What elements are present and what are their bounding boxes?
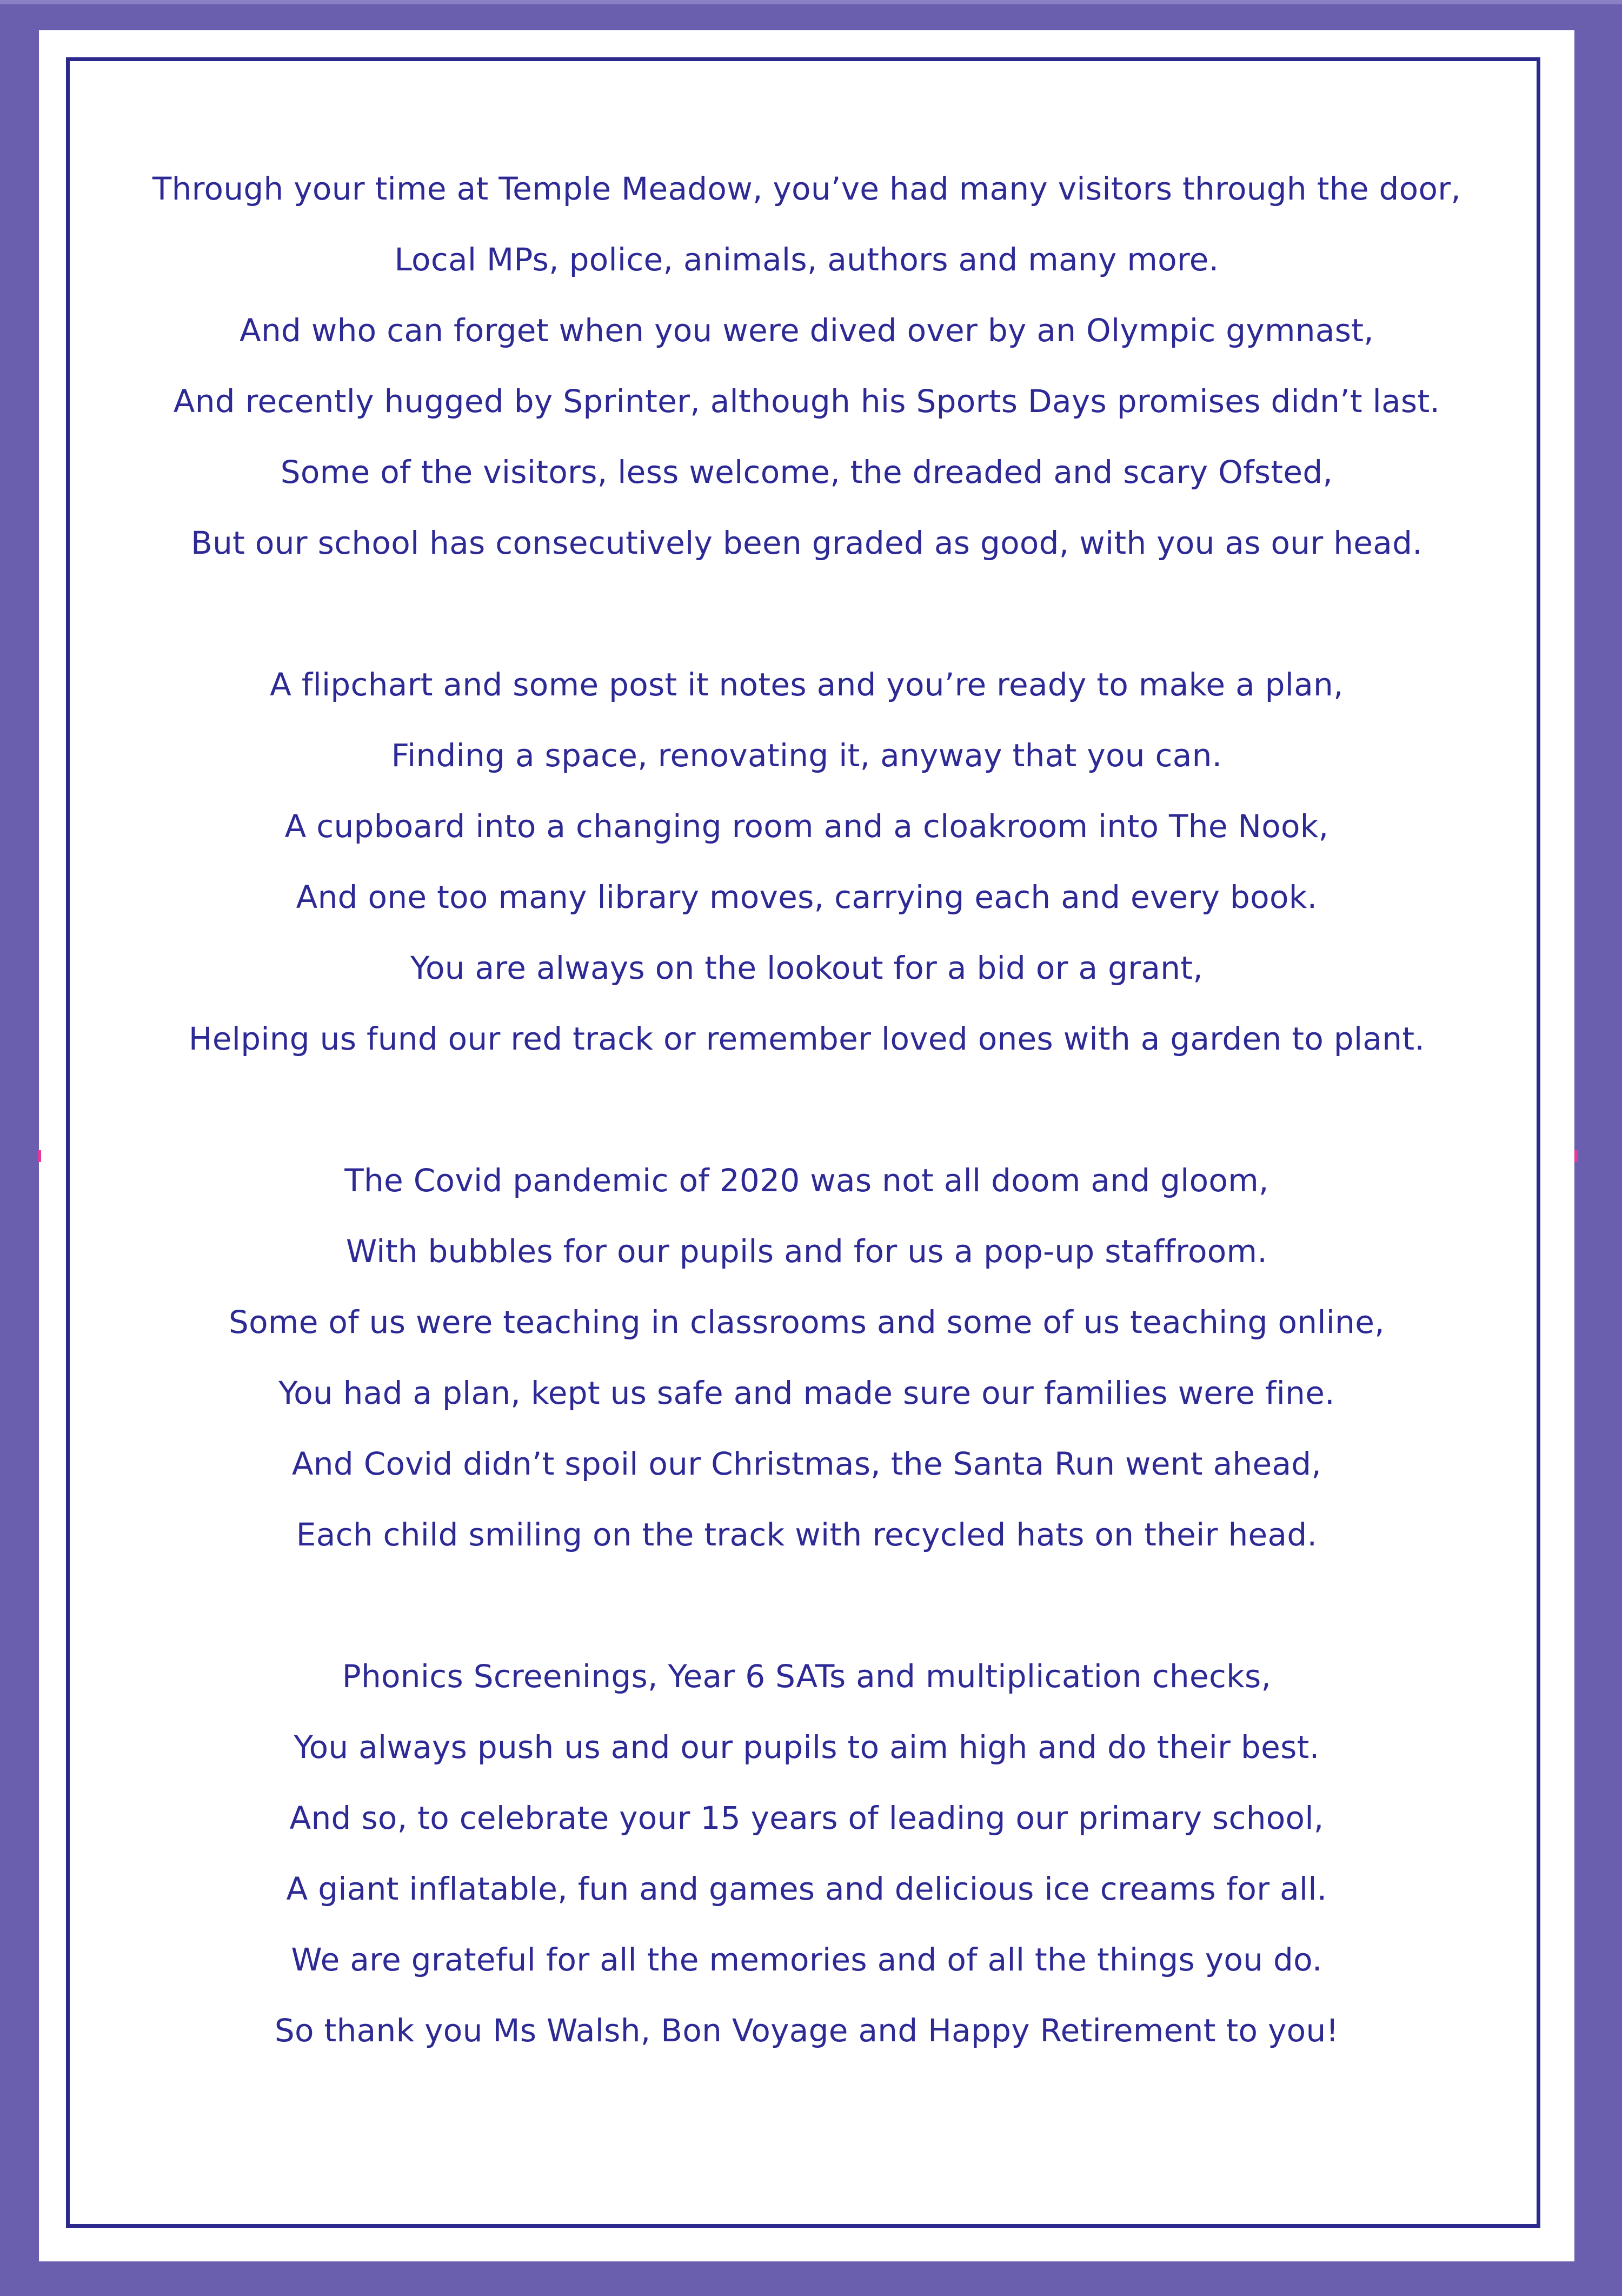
poem-line: You are always on the lookout for a bid or a grant, — [410, 950, 1204, 986]
poem-line: A flipchart and some post it notes and you’re ready to make a plan, — [270, 666, 1344, 703]
stanza-1 — [39, 154, 1574, 579]
stanza-2 — [39, 649, 1574, 1074]
poem-line: A giant inflatable, fun and games and delicious ice creams for all. — [286, 1870, 1327, 1907]
stanza-4 — [39, 1641, 1574, 2066]
poem-line: Helping us fund our red track or remember loved ones with a garden to plant. — [188, 1020, 1425, 1057]
poem-line: And one too many library moves, carrying each and every book. — [296, 879, 1318, 915]
poem-line: Some of us were teaching in classrooms and some of us teaching online, — [229, 1304, 1385, 1341]
poem-line: Phonics Screenings, Year 6 SATs and multiplication checks, — [342, 1658, 1272, 1695]
poem-line: Finding a space, renovating it, anyway that you can. — [391, 737, 1222, 774]
scan-edge-mark-left — [38, 1150, 41, 1162]
poem-line: And Covid didn’t spoil our Christmas, the Santa Run went ahead, — [291, 1445, 1322, 1482]
poem-line: Local MPs, police, animals, authors and many more. — [394, 241, 1219, 278]
poem-line: And recently hugged by Sprinter, although his Sports Days promises didn’t last. — [173, 383, 1440, 420]
poem-line: The Covid pandemic of 2020 was not all doom and gloom, — [344, 1162, 1269, 1199]
poem — [39, 154, 1574, 2137]
poem-line: But our school has consecutively been graded as good, with you as our head. — [191, 525, 1422, 561]
poem-line: And so, to celebrate your 15 years of leading our primary school, — [289, 1800, 1324, 1836]
poem-line: With bubbles for our pupils and for us a pop-up staffroom. — [345, 1233, 1268, 1270]
poem-line: You always push us and our pupils to aim high and do their best. — [294, 1729, 1320, 1766]
poem-line: Each child smiling on the track with recycled hats on their head. — [296, 1516, 1318, 1553]
poem-line: So thank you Ms Walsh, Bon Voyage and Happy Retirement to you! — [274, 2012, 1339, 2049]
poem-line: Some of the visitors, less welcome, the dreaded and scary Ofsted, — [280, 454, 1333, 490]
poem-line: We are grateful for all the memories and of all the things you do. — [291, 1941, 1322, 1978]
poem-line: Through your time at Temple Meadow, you’ve had many visitors through the door, — [152, 170, 1461, 207]
scan-edge-mark-right — [1574, 1150, 1578, 1162]
poem-line: You had a plan, kept us safe and made sure our families were fine. — [278, 1375, 1335, 1411]
paper-panel — [39, 30, 1574, 2261]
poem-line: A cupboard into a changing room and a cloakroom into The Nook, — [284, 808, 1329, 845]
stanza-3 — [39, 1145, 1574, 1570]
poem-line: And who can forget when you were dived over by an Olympic gymnast, — [239, 312, 1374, 349]
